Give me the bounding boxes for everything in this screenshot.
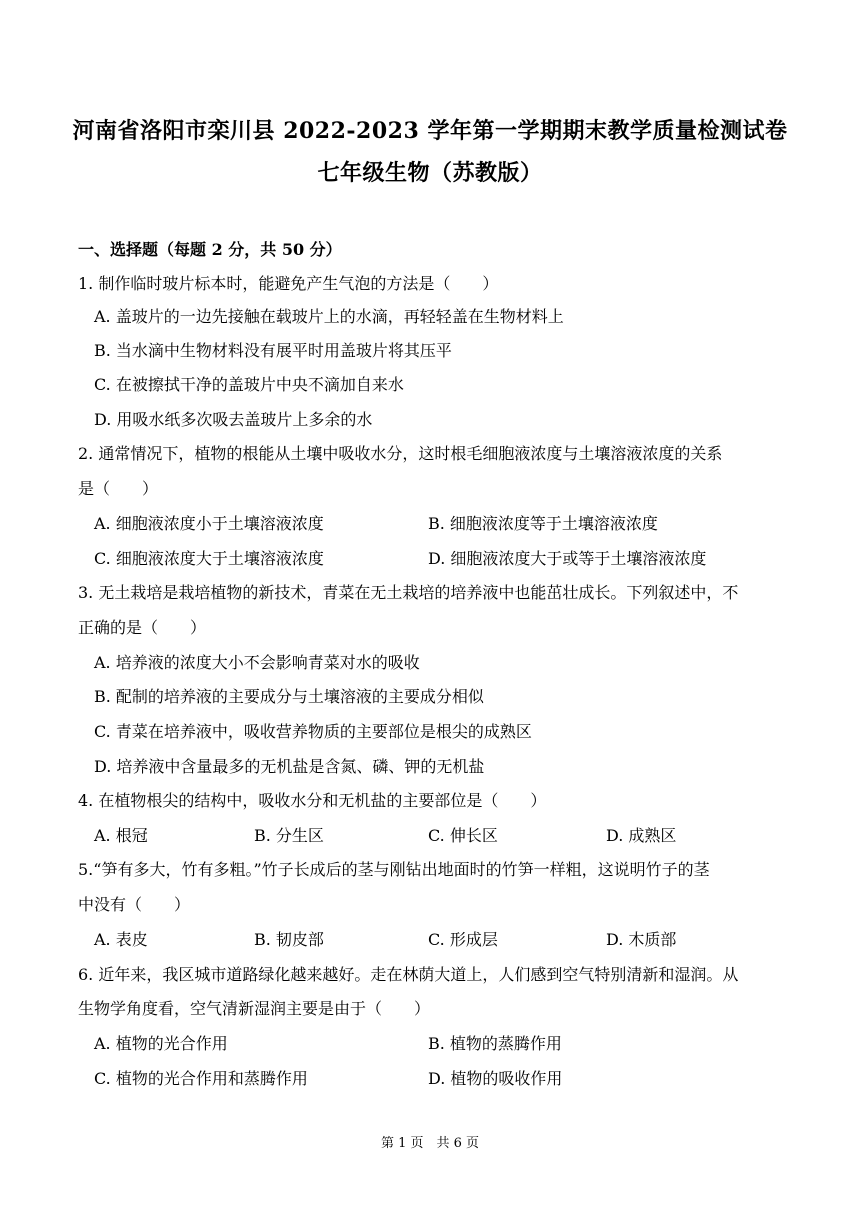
- question-1-option-c: C. 在被擦拭干净的盖玻片中央不滴加自来水: [94, 375, 404, 394]
- question-2-stem: 2. 通常情况下，植物的根能从土壤中吸收水分，这时根毛细胞液浓度与土壤溶液浓度的关系: [78, 444, 723, 463]
- question-1-option-a: A. 盖玻片的一边先接触在载玻片上的水滴，再轻轻盖在生物材料上: [94, 307, 564, 326]
- question-5-option-c: C. 形成层: [428, 930, 498, 949]
- question-3-stem-cont: 正确的是（ ）: [78, 618, 207, 637]
- question-2-option-d: D. 细胞液浓度大于或等于土壤溶液浓度: [428, 549, 707, 568]
- question-2-option-a: A. 细胞液浓度小于土壤溶液浓度: [94, 514, 324, 533]
- question-3-option-d: D. 培养液中含量最多的无机盐是含氮、磷、钾的无机盐: [94, 757, 485, 776]
- question-3-stem: 3. 无土栽培是栽培植物的新技术，青菜在无土栽培的培养液中也能茁壮成长。下列叙述中，不: [78, 583, 739, 602]
- question-6-option-a: A. 植物的光合作用: [94, 1034, 228, 1053]
- exam-title: 河南省洛阳市栾川县 2022-2023 学年第一学期期末教学质量检测试卷: [72, 118, 788, 144]
- question-3-option-a: A. 培养液的浓度大小不会影响青菜对水的吸收: [94, 653, 420, 672]
- question-1-option-d: D. 用吸水纸多次吸去盖玻片上多余的水: [94, 410, 373, 429]
- question-4-stem: 4. 在植物根尖的结构中，吸收水分和无机盐的主要部位是（ ）: [78, 791, 547, 810]
- question-1-stem: 1. 制作临时玻片标本时，能避免产生气泡的方法是（ ）: [78, 274, 499, 293]
- question-3-option-c: C. 青菜在培养液中，吸收营养物质的主要部位是根尖的成熟区: [94, 722, 532, 741]
- question-5-option-d: D. 木质部: [606, 930, 677, 949]
- page-footer: 第 1 页 共 6 页: [380, 1136, 480, 1151]
- exam-subtitle: 七年级生物（苏教版）: [317, 160, 543, 186]
- question-2-option-b: B. 细胞液浓度等于土壤溶液浓度: [428, 514, 658, 533]
- question-1-option-b: B. 当水滴中生物材料没有展平时用盖玻片将其压平: [94, 341, 452, 360]
- question-3-option-b: B. 配制的培养液的主要成分与土壤溶液的主要成分相似: [94, 687, 484, 706]
- question-6-option-c: C. 植物的光合作用和蒸腾作用: [94, 1069, 308, 1088]
- question-4-option-c: C. 伸长区: [428, 826, 498, 845]
- question-6-option-d: D. 植物的吸收作用: [428, 1069, 563, 1088]
- question-6-stem-cont: 生物学角度看，空气清新湿润主要是由于（ ）: [78, 999, 431, 1018]
- question-4-option-b: B. 分生区: [254, 826, 324, 845]
- question-6-stem: 6. 近年来，我区城市道路绿化越来越好。走在林荫大道上，人们感到空气特别清新和湿润。从: [78, 965, 739, 984]
- section-heading: 一、选择题（每题 2 分，共 50 分）: [78, 240, 342, 259]
- question-5-stem: 5.“笋有多大，竹有多粗。”竹子长成后的茎与刚钻出地面时的竹笋一样粗，这说明竹子的茎: [78, 860, 710, 879]
- question-4-option-d: D. 成熟区: [606, 826, 677, 845]
- question-5-option-b: B. 韧皮部: [254, 930, 324, 949]
- question-4-option-a: A. 根冠: [94, 826, 148, 845]
- question-2-stem-cont: 是（ ）: [78, 479, 159, 498]
- question-6-option-b: B. 植物的蒸腾作用: [428, 1034, 562, 1053]
- question-5-option-a: A. 表皮: [94, 930, 148, 949]
- question-2-option-c: C. 细胞液浓度大于土壤溶液浓度: [94, 549, 324, 568]
- question-5-stem-cont: 中没有（ ）: [78, 895, 191, 914]
